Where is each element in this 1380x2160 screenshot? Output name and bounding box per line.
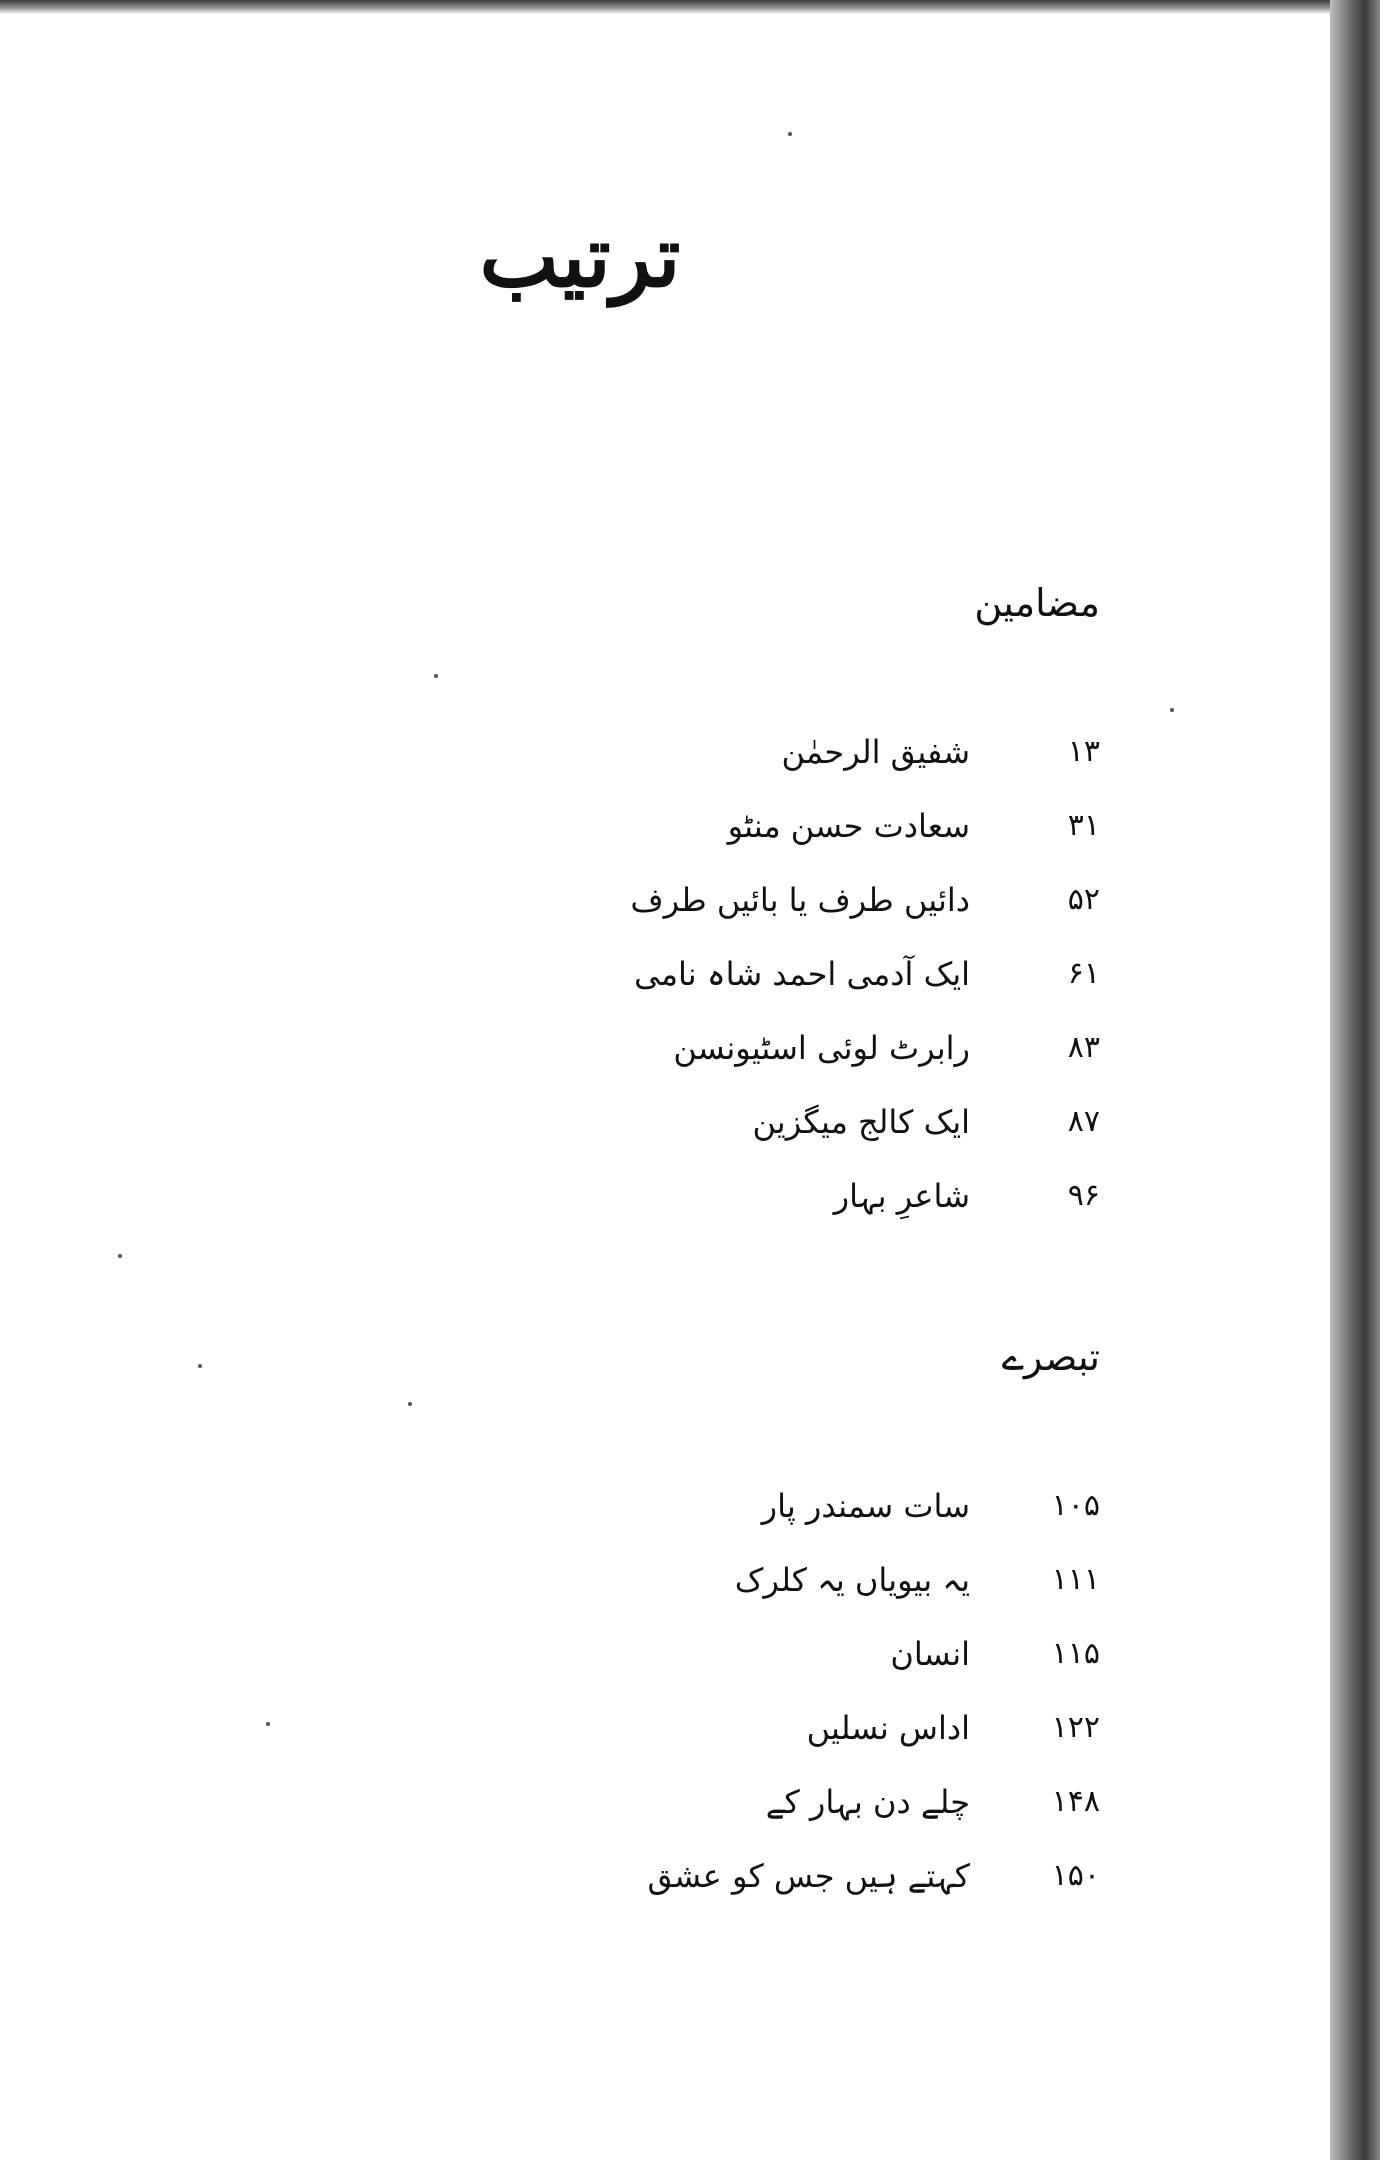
paper-speck bbox=[434, 674, 438, 678]
paper-speck bbox=[408, 1402, 412, 1406]
toc-entry-title: انسان bbox=[890, 1635, 970, 1673]
toc-entry bbox=[600, 870, 1100, 930]
toc-entry bbox=[600, 722, 1100, 782]
toc-entry bbox=[600, 1846, 1100, 1906]
toc-entry-title: ایک کالج میگزین bbox=[752, 1103, 970, 1141]
toc-entry-title: چلے دن بہار کے bbox=[765, 1783, 970, 1821]
toc-page-number: ۹۶ bbox=[1067, 1178, 1100, 1213]
section-heading-essays: مضامین bbox=[974, 581, 1100, 625]
toc-entry-title: یہ بیویاں یہ کلرک bbox=[734, 1561, 970, 1599]
toc-entry-title: اداس نسلیں bbox=[806, 1709, 970, 1747]
toc-entry-title: شاعرِ بہار bbox=[833, 1177, 970, 1215]
toc-page-number: ۸۷ bbox=[1067, 1104, 1100, 1139]
toc-entry bbox=[600, 944, 1100, 1004]
toc-entry bbox=[600, 1476, 1100, 1536]
paper-speck bbox=[788, 132, 792, 136]
section-heading-reviews: تبصرے bbox=[1001, 1335, 1100, 1379]
toc-entry bbox=[600, 1166, 1100, 1226]
toc-entry bbox=[600, 1772, 1100, 1832]
toc-page-number: ۱۱۵ bbox=[1051, 1636, 1100, 1671]
toc-entry bbox=[600, 1698, 1100, 1758]
toc-entry-title: شفیق الرحمٰن bbox=[781, 733, 970, 771]
toc-page-number: ۱۱۱ bbox=[1051, 1562, 1100, 1597]
toc-page-number: ۳۱ bbox=[1067, 808, 1100, 843]
toc-entry bbox=[600, 796, 1100, 856]
toc-page-number: ۵۲ bbox=[1067, 882, 1100, 917]
toc-entry-title: کہتے ہیں جس کو عشق bbox=[647, 1857, 970, 1895]
toc-entry bbox=[600, 1624, 1100, 1684]
toc-entry bbox=[600, 1550, 1100, 1610]
toc-entry-title: سعادت حسن منٹو bbox=[727, 807, 970, 845]
page-binding-edge bbox=[1330, 0, 1380, 2160]
toc-page-number: ۱۵۰ bbox=[1051, 1858, 1100, 1893]
toc-page-number: ۶۱ bbox=[1067, 956, 1100, 991]
toc-entry-title: دائیں طرف یا بائیں طرف bbox=[630, 881, 970, 919]
page-top-shadow bbox=[0, 0, 1380, 14]
paper-speck bbox=[118, 1254, 122, 1258]
toc-page-number: ۱۲۲ bbox=[1051, 1710, 1100, 1745]
toc-page-number: ۱۰۵ bbox=[1051, 1488, 1100, 1523]
toc-entry-title: رابرٹ لوئی اسٹیونسن bbox=[673, 1029, 970, 1067]
page-title: ترتیب bbox=[479, 207, 681, 306]
toc-entry-title: ایک آدمی احمد شاہ نامی bbox=[634, 955, 970, 993]
paper-speck bbox=[266, 1722, 270, 1726]
toc-page-number: ۱۳ bbox=[1067, 734, 1100, 769]
toc-page-number: ۸۳ bbox=[1067, 1030, 1100, 1065]
toc-entry bbox=[600, 1092, 1100, 1152]
toc-entry-title: سات سمندر پار bbox=[761, 1487, 970, 1525]
paper-speck bbox=[198, 1364, 202, 1368]
toc-entry bbox=[600, 1018, 1100, 1078]
toc-page-number: ۱۴۸ bbox=[1051, 1784, 1100, 1819]
paper-speck bbox=[1170, 708, 1174, 712]
